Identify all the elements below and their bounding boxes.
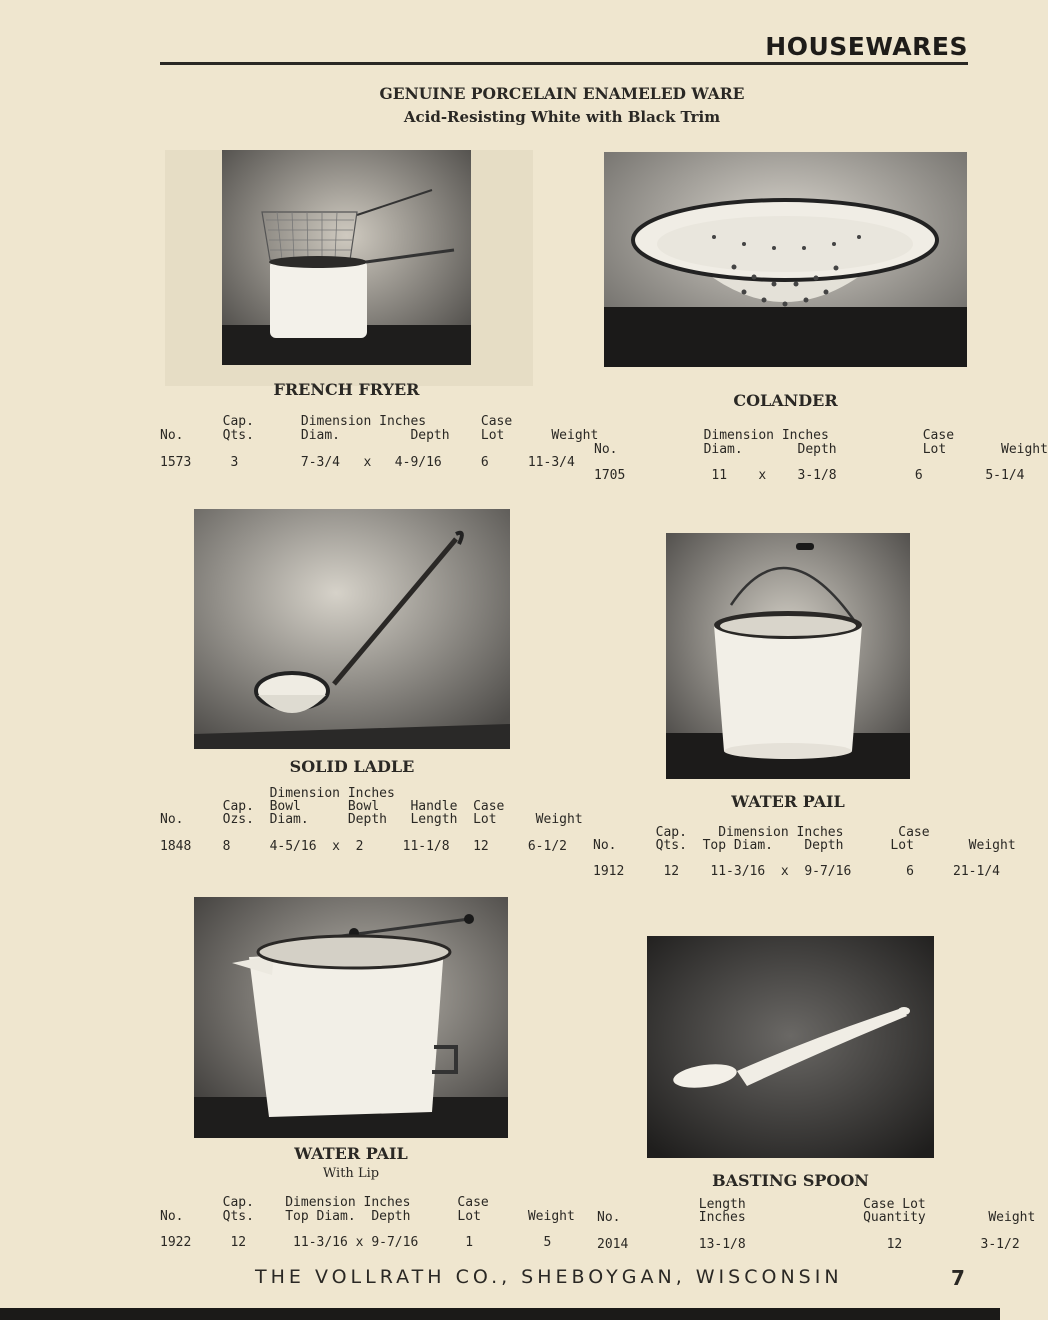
water-pail-with-lip-photo	[194, 897, 508, 1138]
spec-row: 1848 8 4-5/16 x 2 11-1/8 12 6-1/2	[160, 839, 567, 854]
spec-row: 1912 12 11-3/16 x 9-7/16 6 21-1/4	[593, 864, 1000, 879]
header-rule	[160, 62, 968, 65]
page-number: 7	[951, 1266, 965, 1290]
catalog-heading: GENUINE PORCELAIN ENAMELED WARE	[379, 84, 745, 103]
page-edge	[0, 1308, 1000, 1320]
product-name: WATER PAIL	[731, 792, 845, 811]
water-pail-photo	[666, 533, 910, 779]
spec-header-line: Cap. Dimension Inches Case	[160, 414, 513, 429]
spec-header-line: Dimension Inches	[160, 786, 395, 801]
product-name: WATER PAIL	[294, 1144, 408, 1163]
spec-header-line: No. Ozs. Diam. Depth Length Lot Weight	[160, 812, 583, 827]
product-name: FRENCH FRYER	[273, 380, 420, 399]
company-footer: THE VOLLRATH CO., SHEBOYGAN, WISCONSIN	[255, 1266, 843, 1288]
section-title: HOUSEWARES	[765, 32, 968, 61]
french-fryer-photo	[222, 150, 471, 365]
spec-header-line: No. Diam. Depth Lot Weight	[594, 442, 1048, 457]
spec-header-line: No. Qts. Diam. Depth Lot Weight	[160, 428, 599, 443]
colander-photo	[604, 152, 967, 367]
spec-row: 1573 3 7-3/4 x 4-9/16 6 11-3/4	[160, 455, 575, 470]
spec-header-line: No. Qts. Top Diam. Depth Lot Weight	[593, 838, 1016, 853]
spec-header-line: Length Case Lot	[597, 1197, 926, 1212]
spec-row: 1705 11 x 3-1/8 6 5-1/4	[594, 468, 1025, 483]
spec-header-line: No. Qts. Top Diam. Depth Lot Weight	[160, 1209, 575, 1224]
spec-header-line: No. Inches Quantity Weight	[597, 1210, 1036, 1225]
product-name: BASTING SPOON	[712, 1171, 869, 1190]
product-name: SOLID LADLE	[289, 757, 415, 776]
solid-ladle-photo	[194, 509, 510, 749]
spec-header-line: Cap. Dimension Inches Case	[593, 825, 930, 840]
spec-row: 1922 12 11-3/16 x 9-7/16 1 5	[160, 1235, 552, 1250]
basting-spoon-photo	[647, 936, 934, 1158]
product-name: COLANDER	[733, 391, 838, 410]
spec-header-line: Cap. Bowl Bowl Handle Case	[160, 799, 505, 814]
spec-header-line: Dimension Inches Case	[594, 428, 955, 443]
spec-row: 2014 13-1/8 12 3-1/2	[597, 1237, 1020, 1252]
spec-header-line: Cap. Dimension Inches Case	[160, 1195, 489, 1210]
catalog-subheading: Acid-Resisting White with Black Trim	[403, 108, 721, 126]
product-subtitle: With Lip	[322, 1166, 380, 1181]
